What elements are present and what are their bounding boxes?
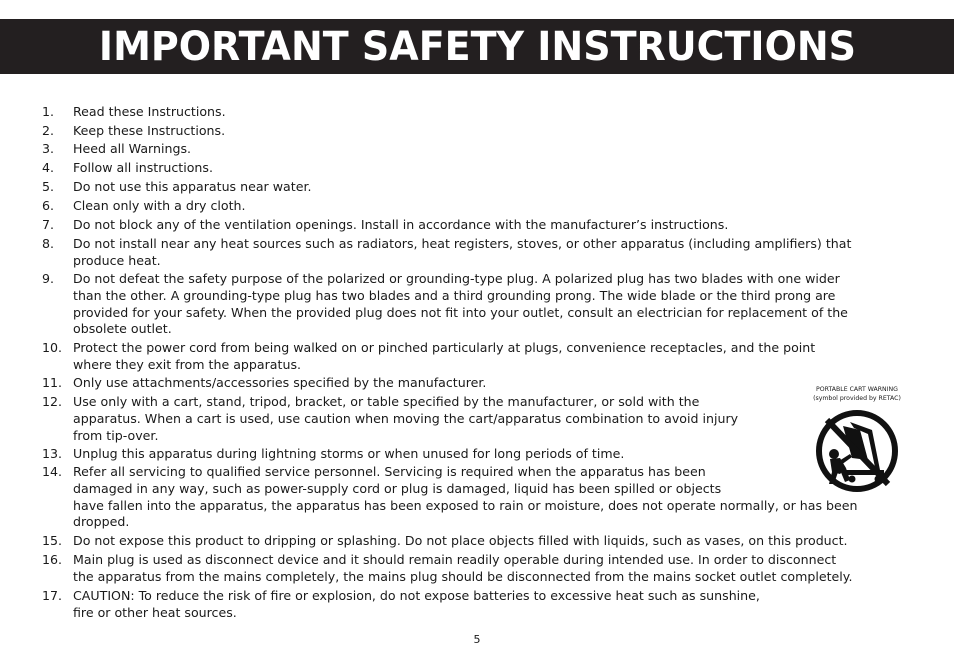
item-text-line: Clean only with a dry cloth. xyxy=(73,198,246,213)
page-number: 5 xyxy=(473,633,481,646)
item-text-line xyxy=(73,588,760,605)
cart-warning-title: PORTABLE CART WARNING xyxy=(816,386,898,393)
item-text-line: Protect the power cord from being walked on or pinched particularly at plugs, convenience receptacles, and the point xyxy=(73,340,816,355)
cart-warning xyxy=(805,386,909,494)
item-text-line: apparatus. When a cart is used, use caution when moving the cart/apparatus combination to avoid injury xyxy=(73,410,739,426)
item-text-line: obsolete outlet. xyxy=(73,321,172,337)
item-text-line: Do not expose this product to dripping or splashing. Do not place objects filled with liquids, such as vases, on this product. xyxy=(73,533,848,548)
item-text-line: from tip-over. xyxy=(73,427,159,443)
page-title: IMPORTANT SAFETY INSTRUCTIONS xyxy=(98,23,856,70)
item-text-line: Use only with a cart, stand, tripod, bracket, or table specified by the manufacturer, or sold with the xyxy=(73,394,700,409)
cart-tip-over-warning-icon xyxy=(810,408,904,492)
item-text-line: Do not use this apparatus near water. xyxy=(73,179,312,194)
item-text-line: Follow all instructions. xyxy=(73,160,213,175)
item-text-line: provided for your safety. When the provided plug does not fit into your outlet, consult an electrician for replacement of the xyxy=(73,304,848,320)
item-text-line: Do not install near any heat sources such as radiators, heat registers, stoves, or other apparatus (including amplifiers) that xyxy=(73,236,852,251)
item-number: 2. xyxy=(42,123,55,138)
item-number: 5. xyxy=(42,179,55,194)
item-number: 13. xyxy=(42,446,63,461)
item-text-line: have fallen into the apparatus, the apparatus has been exposed to rain or moisture, does not operate normally, or has been xyxy=(73,497,858,513)
item-number: 17. xyxy=(42,588,63,603)
item-text-line: Unplug this apparatus during lightning storms or when unused for long periods of time. xyxy=(73,446,625,461)
item-number: 12. xyxy=(42,394,63,409)
item-number: 11. xyxy=(42,375,63,390)
item-number: 1. xyxy=(42,104,55,119)
item-text-line: Only use attachments/accessories specified by the manufacturer. xyxy=(73,375,487,390)
item-number: 10. xyxy=(42,340,63,355)
cart-warning-subtitle: (symbol provided by RETAC) xyxy=(813,394,901,402)
item-text-line: Refer all servicing to qualified service personnel. Servicing is required when the apparatus has been xyxy=(73,464,706,479)
item-text-line: Read these Instructions. xyxy=(73,104,226,119)
item-number: 7. xyxy=(42,217,55,232)
item-number: 6. xyxy=(42,198,55,213)
item-text-line: where they exit from the apparatus. xyxy=(73,356,302,372)
item-number: 3. xyxy=(42,141,55,156)
item-text-line: Do not block any of the ventilation openings. Install in accordance with the manufacturer’s instructions. xyxy=(73,217,729,232)
item-text-line: damaged in any way, such as power-supply cord or plug is damaged, liquid has been spilled or objects xyxy=(73,480,722,496)
item-text-line: the apparatus from the mains completely, the mains plug should be disconnected from the mains socket outlet completely. xyxy=(73,568,853,584)
item-number: 8. xyxy=(42,236,55,251)
item-number: 15. xyxy=(42,533,63,548)
item-number: 4. xyxy=(42,160,55,175)
item-text-line: fire or other heat sources. xyxy=(73,604,237,620)
item-text-line: dropped. xyxy=(73,514,130,530)
title-banner xyxy=(0,19,954,74)
caution-text: To reduce the risk of fire or explosion, do not expose batteries to excessive heat such as sunshine, xyxy=(134,588,760,603)
item-text-line: produce heat. xyxy=(73,252,161,268)
item-number: 16. xyxy=(42,552,63,567)
item-text-line: Main plug is used as disconnect device and it should remain readily operable during intended use. In order to disconnect xyxy=(73,552,837,567)
item-number: 14. xyxy=(42,464,63,479)
item-text-line: Heed all Warnings. xyxy=(73,141,192,156)
item-text-line: Keep these Instructions. xyxy=(73,123,226,138)
item-text-line: than the other. A grounding-type plug has two blades and a third grounding prong. The wide blade or the third prong are xyxy=(73,287,836,303)
caution-label: CAUTION: xyxy=(73,588,135,603)
item-text-line: Do not defeat the safety purpose of the polarized or grounding-type plug. A polarized plug has two blades with one wider xyxy=(73,271,840,286)
item-number: 9. xyxy=(42,271,55,286)
